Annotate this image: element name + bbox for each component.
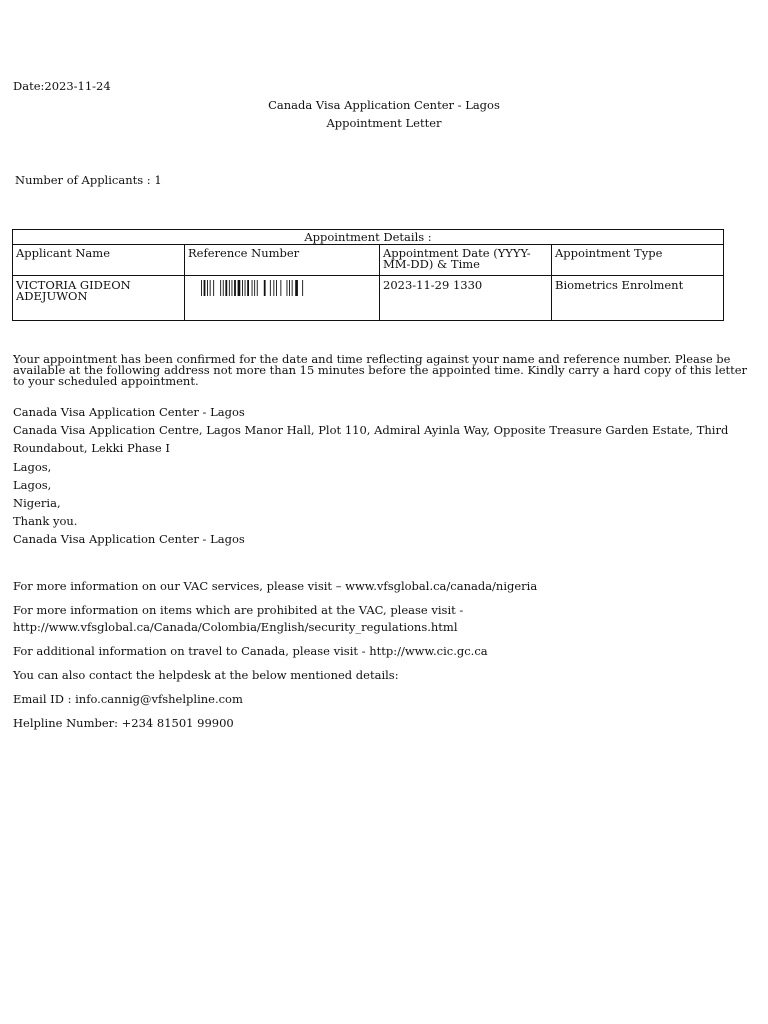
address-line: Canada Visa Application Centre, Lagos Manor Hall, Plot 110, Admiral Ayinla Way, Opposite Treasure Garden Estate, Third Roundabout, Lekki Phase I	[13, 423, 729, 456]
travel-info: For additional information on travel to Canada, please visit - http://www.cic.gc.ca	[13, 644, 488, 658]
column-header-appointment-type: Appointment Type	[552, 245, 724, 276]
confirmation-paragraph: Your appointment has been confirmed for the date and time reflecting against your name and reference number. Please be available at the following address not more than 15 minutes before the appointed time. Kindly carry a hard copy of this letter to your scheduled appointment.	[13, 352, 748, 388]
letter-subtitle: Appointment Letter	[326, 116, 442, 130]
letter-date: Date:2023-11-24	[13, 79, 111, 93]
address-country: Nigeria,	[13, 496, 61, 511]
signoff-text: Canada Visa Application Center - Lagos	[13, 532, 245, 547]
table-row	[13, 276, 724, 321]
column-header-applicant-name: Applicant Name	[13, 245, 185, 276]
info-block	[13, 578, 758, 739]
column-header-appointment-date: Appointment Date (YYYY-MM-DD) & Time	[380, 245, 552, 276]
address-block	[13, 403, 758, 549]
appointment-type-cell: Biometrics Enrolment	[552, 276, 724, 321]
helpline-info: Helpline Number: +234 81501 99900	[13, 716, 234, 730]
vac-services-info: For more information on our VAC services, please visit – www.vfsglobal.ca/canada/nigeria	[13, 579, 538, 593]
applicant-name-cell: VICTORIA GIDEON ADEJUWON	[13, 276, 185, 321]
reference-barcode-icon	[201, 280, 311, 296]
appointment-datetime-cell: 2023-11-29 1330	[380, 276, 552, 321]
helpdesk-info: You can also contact the helpdesk at the below mentioned details:	[13, 668, 399, 682]
appointment-details-caption: Appointment Details :	[13, 230, 724, 245]
prohibited-items-info	[13, 602, 758, 636]
prohibited-items-intro: For more information on items which are prohibited at the VAC, please visit -	[13, 603, 464, 617]
prohibited-items-url[interactable]: http://www.vfsglobal.ca/Canada/Colombia/English/security_regulations.html	[13, 620, 458, 634]
number-of-applicants: Number of Applicants : 1	[15, 173, 162, 187]
appointment-details-table	[12, 229, 724, 321]
address-city: Lagos,	[13, 459, 52, 474]
column-header-reference-number: Reference Number	[185, 245, 380, 276]
thank-you-text: Thank you.	[13, 514, 78, 529]
reference-number-cell	[185, 276, 380, 321]
center-name: Canada Visa Application Center - Lagos	[13, 405, 245, 419]
email-info: Email ID : info.cannig@vfshelpline.com	[13, 692, 243, 706]
letter-title: Canada Visa Application Center - Lagos	[268, 98, 500, 112]
address-state: Lagos,	[13, 477, 52, 492]
